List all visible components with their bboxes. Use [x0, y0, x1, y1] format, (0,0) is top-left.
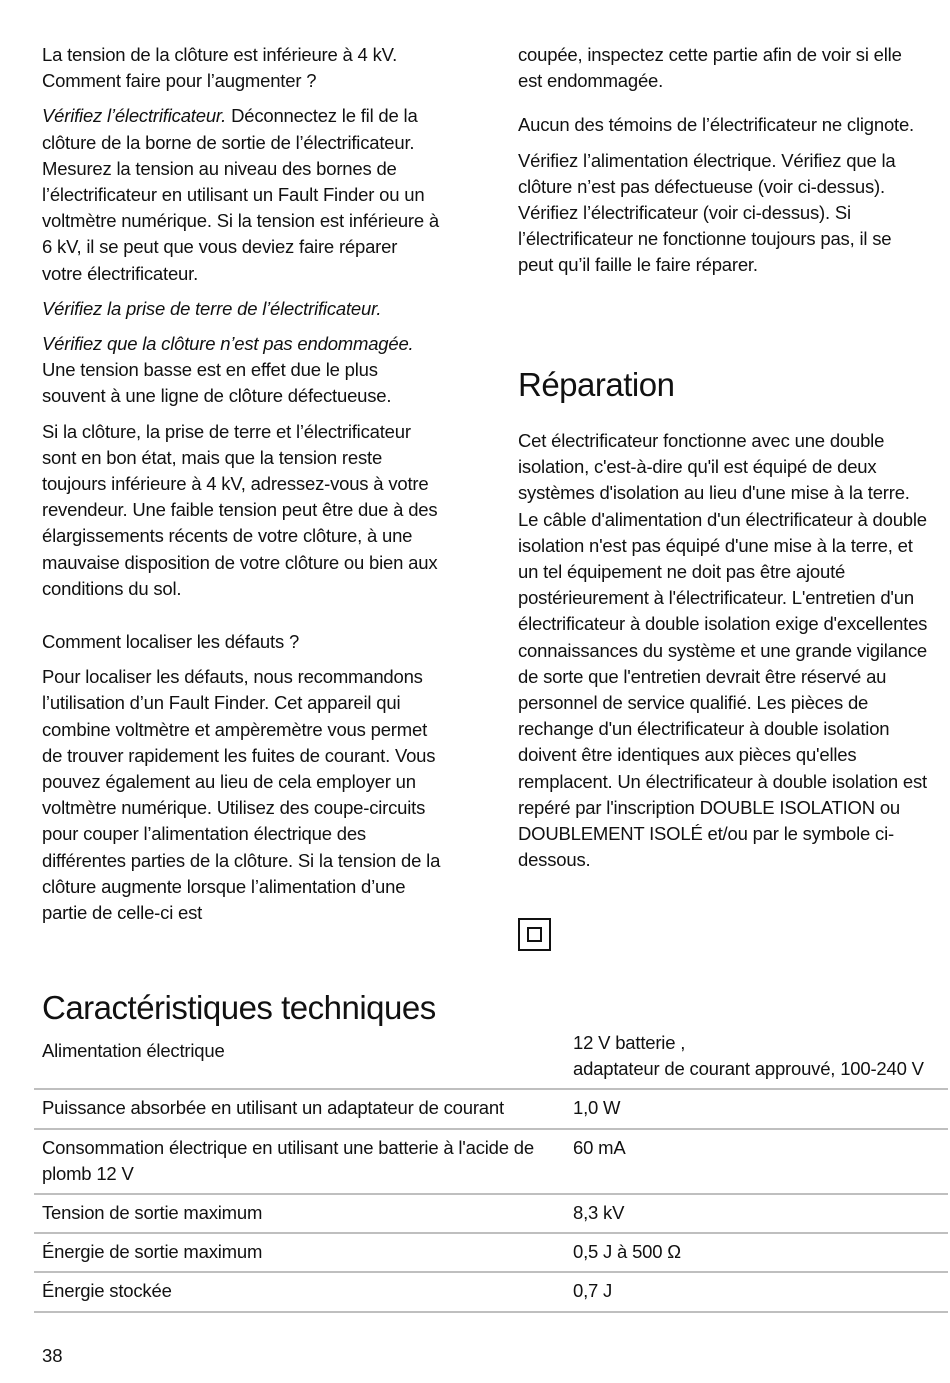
right-column [518, 42, 918, 288]
table-row [34, 1030, 948, 1090]
check-power-paragraph: Vérifiez l’alimentation électrique. Vérifiez que la clôture n’est pas défectueuse (voir ci-dessus). Vérifiez l’électrificateur (voir ci-dessus). Si l’électrificateur ne fonctionne toujours pas, il se peut qu’il faille le faire réparer. [518, 149, 896, 276]
double-insulation-icon [518, 918, 551, 951]
reparation-body: Cet électrificateur fonctionne avec une double isolation, c'est-à-dire qu'il est équipé de deux systèmes d'isolation au lieu d'une mise à la terre. Le câble d'alimentation d'un électrificateur à double isolation n'est pas équipé d'une mise à la terre, et un tel équipement ne doit pas être ajouté postérieurement à l'électrificateur. L'entretien d'un électrificateur à double isolation exige d'excellentes connaissances du système et une grande vigilance de sorte que l'entretien devrait être réservé au personnel de service qualifié. Les pièces de rechange d'un électrificateur à double isolation doivent être identiques aux pièces qu'elles remplacent. Un électrificateur à double isolation est repéré par l'inscription DOUBLE ISOLATION ou DOUBLEMENT ISOLÉ et/ou par le symbole ci-dessous. [518, 430, 928, 871]
spec-label: Tension de sortie maximum [42, 1202, 263, 1224]
check-fence-paragraph [42, 331, 442, 410]
spec-label: Énergie de sortie maximum [42, 1241, 263, 1263]
check-energizer-text: Déconnectez le fil de la clôture de la borne de sortie de l’électrificateur. Mesurez la tension au niveau des bornes de l’électrificateur en utilisant un Fault Finder ou un voltmètre numérique. Si la tension est inférieure à 6 kV, il se peut que vous deviez faire réparer votre électrificateur. [42, 105, 440, 284]
spec-value: 1,0 W [573, 1097, 621, 1119]
page-number: 38 [42, 1345, 63, 1366]
continued-paragraph: coupée, inspectez cette partie afin de voir si elle est endommagée. [518, 44, 902, 92]
table-row [34, 1234, 948, 1273]
fault-finder-paragraph: Pour localiser les défauts, nous recommandons l’utilisation d’un Fault Finder. Cet appareil qui combine voltmètre et ampèremètre vous permet de trouver rapidement les fuites de courant. Vous pouvez également au lieu de cela employer un voltmètre numérique. Utilisez des coupe-circuits pour couper l’alimentation électrique des différentes parties de la clôture. Si la tension de la clôture augmente lorsque l’alimentation d’une partie de celle-ci est [42, 666, 441, 924]
spec-value-line: adaptateur de courant approuvé, 100-240 V [573, 1058, 924, 1080]
check-fence-text: Une tension basse est en effet due le plus souvent à une ligne de clôture défectueuse. [42, 359, 392, 407]
reparation-heading: Réparation [518, 366, 675, 403]
table-row [34, 1195, 948, 1234]
question-no-leds: Aucun des témoins de l’électrificateur ne clignote. [518, 114, 914, 136]
spec-label: Puissance absorbée en utilisant un adaptateur de courant [42, 1097, 504, 1119]
specs-heading: Caractéristiques techniques [42, 989, 436, 1026]
spec-label: Consommation électrique en utilisant une batterie à l'acide de plomb 12 V [42, 1136, 534, 1184]
table-row [34, 1090, 948, 1129]
spec-label: Énergie stockée [42, 1280, 172, 1302]
spec-value: 60 mA [573, 1136, 626, 1158]
spec-value: 0,7 J [573, 1280, 613, 1302]
table-row [34, 1273, 948, 1312]
question-low-voltage: La tension de la clôture est inférieure à 4 kV. Comment faire pour l’augmenter ? [42, 44, 398, 92]
left-column [42, 42, 442, 935]
spec-label: Alimentation électrique [42, 1040, 225, 1061]
table-row [34, 1130, 948, 1195]
spec-value [565, 1030, 948, 1088]
check-earth-paragraph: Vérifiez la prise de terre de l’électrificateur. [42, 297, 382, 319]
spec-value-line: 12 V batterie , [573, 1032, 686, 1053]
check-energizer-label: Vérifiez l’électrificateur. [42, 105, 227, 127]
question-locate-faults: Comment localiser les défauts ? [42, 631, 300, 653]
specs-table [34, 1030, 948, 1313]
check-fence-label: Vérifiez que la clôture n’est pas endommagée. [42, 333, 414, 355]
dealer-paragraph: Si la clôture, la prise de terre et l’électrificateur sont en bon état, mais que la tension reste toujours inférieure à 4 kV, adressez-vous à votre revendeur. Une faible tension peut être due à des élargissements récents de votre clôture, à une mauvaise disposition de votre clôture ou bien aux conditions du sol. [42, 420, 438, 599]
spec-value: 8,3 kV [573, 1202, 625, 1224]
spec-value: 0,5 J à 500 Ω [573, 1241, 681, 1263]
check-energizer-paragraph [42, 103, 442, 286]
